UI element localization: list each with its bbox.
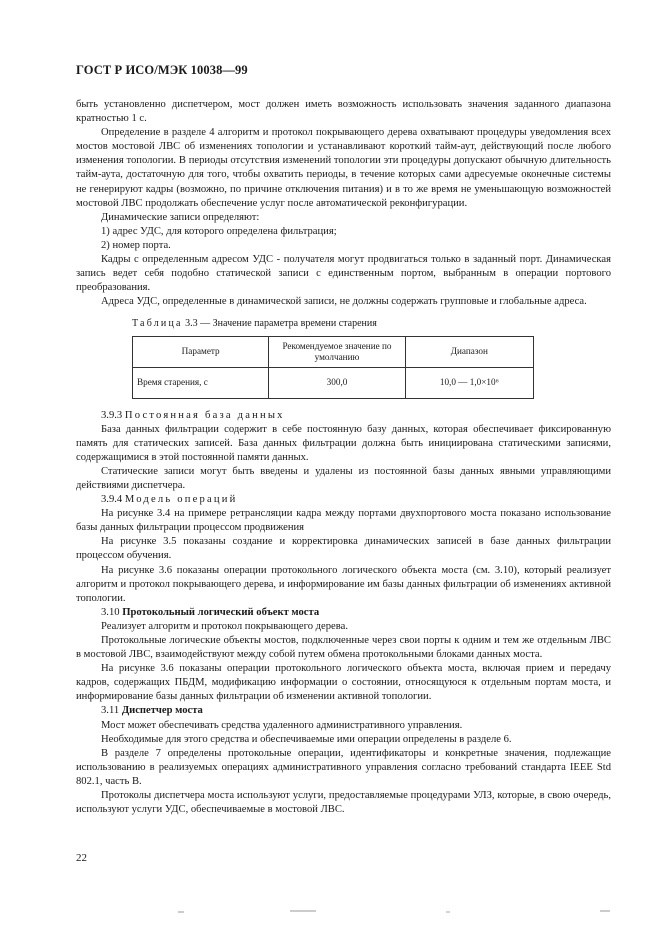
table-cell-default: 300,0 [269, 367, 405, 398]
section-title: Диспетчер моста [121, 705, 203, 717]
table-header-cell: Диапазон [405, 336, 533, 367]
list-item: 2) номер порта. [101, 239, 171, 251]
section-number: 3.10 [101, 606, 120, 618]
section-title: Протокольный логический объект моста [122, 606, 320, 618]
table-header-cell: Параметр [133, 336, 269, 367]
paragraph: быть установленно диспетчером, мост должен иметь возможность использовать значения заданного диапазона кратностью 1 с. [76, 99, 611, 125]
paragraph: Необходимые для этого средства и обеспечиваемые ими операции определены в разделе 6. [101, 733, 512, 745]
paragraph: Определение в разделе 4 алгоритм и протокол покрывающего дерева охватывают процедуры уведомления всех мостов мостовой ЛВС об изменениях топологии и устанавливают короткий тайм-аут, действующий после любого изменения топологии. В периоды отсутствия изменений топологии эти процедуры допускают обычную длительность тайм-аута, достаточную для того, чтобы охватить периоды, в течение которых сами адресуемые оконечные системы не генерируют кадры (возможно, по причине отключения питания) и в то же время не уменьшающую возможностей мостовой ЛВС продолжать обеспечение услуг после автоматической реконфигурации. [76, 127, 611, 209]
paragraph: На рисунке 3.6 показаны операции протокольного логического объекта моста (см. 3.10), который реализует алгоритм и протокол покрывающего дерева, и информирование им базы данных фильтрации об изменениях активной топологии. [76, 564, 611, 604]
section-number: 3.9.3 [101, 409, 123, 421]
paragraph: Реализует алгоритм и протокол покрывающего дерева. [101, 620, 348, 632]
section-number: 3.9.4 [101, 494, 123, 506]
paragraph: Статические записи могут быть введены и удалены из постоянной базы данных явными управляющими действиями диспетчера. [76, 465, 611, 491]
table-cell-range: 10,0 — 1,0×10⁶ [405, 367, 533, 398]
paragraph: База данных фильтрации содержит в себе постоянную базу данных, которая обеспечивает фиксированную память для статических записей. База данных фильтрации должна быть инициирована статическими записями, содержащимися в этой постоянной памяти данных. [76, 423, 611, 463]
table-caption-text: 3.3 — Значение параметра времени старения [185, 318, 377, 330]
paragraph: Мост может обеспечивать средства удаленного административного управления. [101, 719, 463, 731]
table-caption-label: Таблица [132, 318, 183, 330]
document-header: ГОСТ Р ИСО/МЭК 10038—99 [76, 63, 248, 77]
table-header-cell: Рекомендуемое значение по умолчанию [269, 336, 405, 367]
paragraph: Кадры с определенным адресом УДС - получателя могут продвигаться только в заданный порт. Динамическая запись ведет себя подобно статической записи с единственным портом, выбранным в операции портового преобразования. [76, 254, 611, 294]
section-number: 3.11 [101, 705, 120, 717]
page-number: 22 [76, 852, 87, 864]
paragraph: Адреса УДС, определенные в динамической записи, не должны содержать групповые и глобальные адреса. [101, 296, 587, 308]
paragraph: Протокольные логические объекты мостов, подключенные через свои порты к одним и тем же отдельным ЛВС в мостовой ЛВС, взаимодействуют между собой путем обмена протокольными блоками данных моста. [76, 635, 611, 661]
paragraph: На рисунке 3.6 показаны операции протокольного логического объекта моста, включая прием и передачу кадров, содержащих ПБДМ, модификацию информации о состоянии, относящуюся к отдельным портам моста, и информирование базы данных фильтрации об изменении активной топологии. [76, 663, 611, 703]
paragraph: Динамические записи определяют: [101, 211, 260, 223]
table-cell-param: Время старения, с [133, 367, 269, 398]
paragraph: В разделе 7 определены протокольные операции, идентификаторы и конкретные значения, подлежащие использованию в реализуемых операциях административного управления согласно требований стандарта IEEE Std 802.1, часть B. [76, 747, 611, 787]
list-item: 1) адрес УДС, для которого определена фильтрация; [101, 225, 337, 237]
paragraph: На рисунке 3.4 на примере ретрансляции кадра между портами двухпортового моста показано использование базы данных фильтрации процессом продвижения [76, 508, 611, 534]
paragraph: На рисунке 3.5 показаны создание и корректировка динамических записей в базе данных фильтрации процессом обучения. [76, 536, 611, 562]
paragraph: Протоколы диспетчера моста используют услуги, предоставляемые процедурами УЛЗ, которые, в свою очередь, используют услуги УДС, обеспечиваемые в мостовой ЛВС. [76, 790, 611, 816]
section-title: Постоянная база данных [124, 409, 285, 421]
section-title: Модель операций [124, 494, 238, 506]
